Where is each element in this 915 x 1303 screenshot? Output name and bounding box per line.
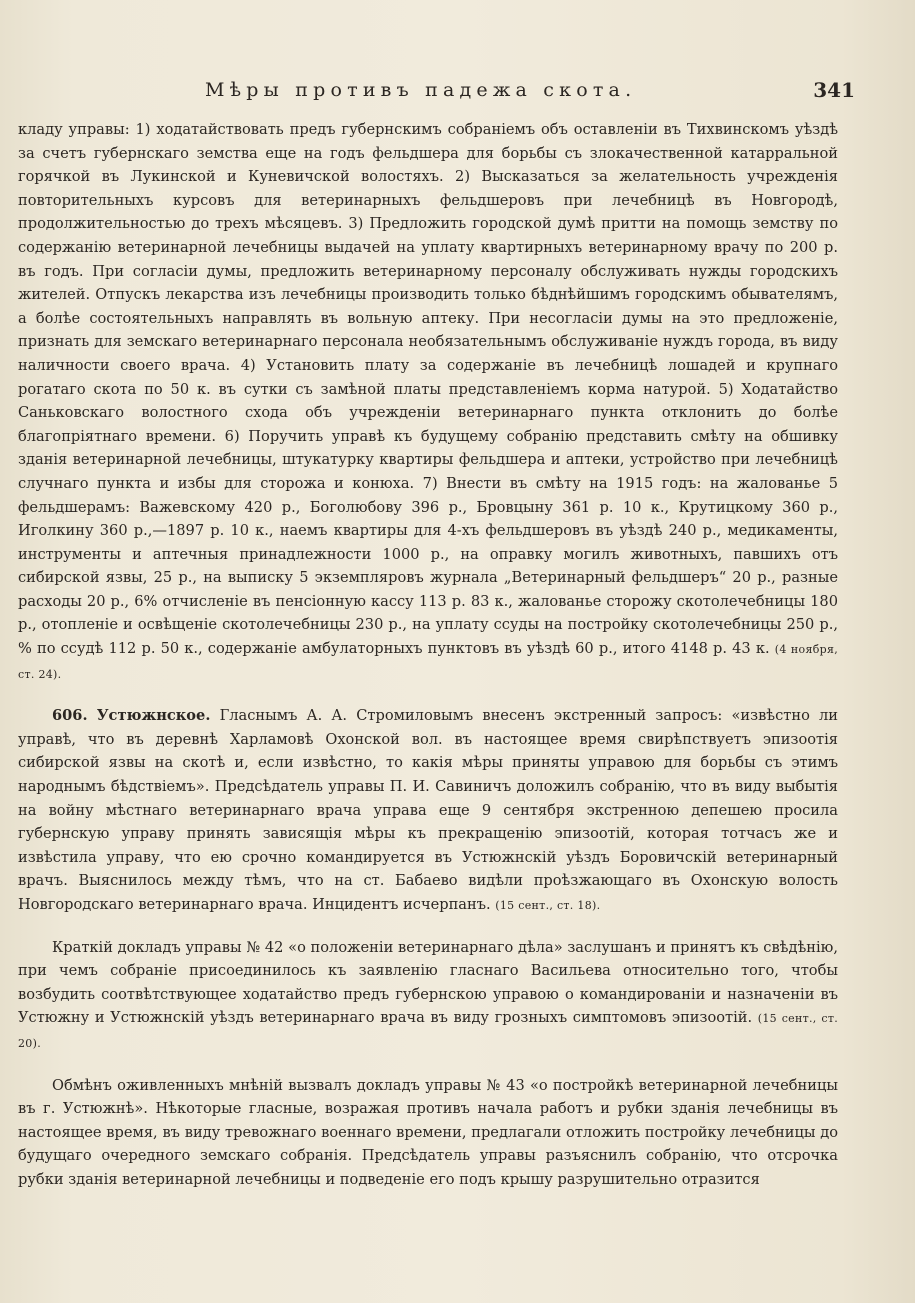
journal-reference: (15 сент., ст. 20). — [18, 1012, 838, 1050]
paragraph-report-42 — [18, 936, 838, 1056]
paragraph-continued-report — [18, 118, 838, 686]
paragraph-text: Обмѣнъ оживленныхъ мнѣній вызвалъ докладъ управы № 43 «о постройкѣ ветеринарной лечебницы въ г. Устюжнѣ». Нѣкоторые гласные, возражая противъ начала работъ и рубки зданія лечебницы въ настоящее время, въ виду тревожнаго военнаго времени, предлагали отложить постройку лечебницы до будущаго очередного земскаго собранія. Предсѣдатель управы разъяснилъ собранію, что отсрочка рубки зданія ветеринарной лечебницы и подведеніе его подъ крышу разрушительно отразится — [18, 1076, 838, 1188]
page-number: 341 — [813, 78, 855, 102]
entry-district: Устюжнское. — [96, 707, 211, 725]
paragraph-text: Краткій докладъ управы № 42 «о положеніи ветеринарнаго дѣла» заслушанъ и принятъ къ свѣдѣнію, при чемъ собраніе присоединилось къ заявленію гласнаго Васильева относительно того, чтобы возбудить соотвѣтствующее ходатайство предъ губернскою управою о командированіи и назначеніи въ Устюжну и Устюжнскій уѣздъ ветеринарнаго врача въ виду грозныхъ симптомовъ эпизоотій. — [18, 938, 838, 1027]
paragraph-report-43 — [18, 1074, 838, 1192]
journal-reference: (4 ноября, ст. 24). — [18, 643, 839, 681]
page-body — [18, 118, 838, 1192]
entry-number: 606. — [52, 707, 88, 725]
running-head — [0, 72, 915, 108]
paragraph-text: кладу управы: 1) ходатайствовать предъ губернскимъ собраніемъ объ оставленіи въ Тихвинскомъ уѣздѣ за счетъ губернскаго земства еще на годъ фельдшера для борьбы съ злокачественной катарральной горячкой въ Лукинской и Куневичской волостяхъ. 2) Высказаться за желательность учрежденія повторительныхъ курсовъ для ветеринарныхъ фельдшеровъ при лечебницѣ въ Новгородѣ, продолжительностью до трехъ мѣсяцевъ. 3) Предложить городской думѣ притти на помощь земству по содержанію ветеринарной лечебницы выдачей на уплату квартирныхъ ветеринарному врачу по 200 р. въ годъ. При согласіи думы, предложить ветеринарному персоналу обслуживать нужды городскихъ жителей. Отпускъ лекарства изъ лечебницы производить только бѣднѣйшимъ городскимъ обывателямъ, а болѣе состоятельныхъ направлять въ вольную аптеку. При несогласіи думы на это предложеніе, признать для земскаго ветеринарнаго персонала необязательнымъ обслуживаніе нуждъ города, въ виду наличности своего врача. 4) Установить плату за содержаніе въ лечебницѣ лошадей и крупнаго рогатаго скота по 50 к. въ сутки съ замѣной платы представленіемъ корма натурой. 5) Ходатайство Саньковскаго волостного схода объ учрежденіи ветеринарнаго пункта отклонить до болѣе благопріятнаго времени. 6) Поручить управѣ къ будущему собранію представить смѣту на обшивку зданія ветеринарной лечебницы, штукатурку квартиры фельдшера и аптеки, устройство при лечебницѣ случнаго пункта и избы для сторожа и конюха. 7) Внести въ смѣту на 1915 годъ: на жалованье 5 фельдшерамъ: Важевскому 420 р., Боголюбову 396 р., Бровцыну 361 р. 10 к., Крутицкому 360 р., Иголкину 360 р.,—1897 р. 10 к., наемъ квартиры для 4-хъ фельдшеровъ въ уѣздѣ 240 р., медикаменты, инструменты и аптечныя принадлежности 1000 р., на оправку могилъ животныхъ, павшихъ отъ сибирской язвы, 25 р., на выписку 5 экземпляровъ журнала „Ветеринарный фельдшеръ“ 20 р., разные расходы 20 р., 6% отчисленіе въ пенсіонную кассу 113 р. 83 к., жалованье сторожу скотолечебницы 180 р., отопленіе и освѣщеніе скотолечебницы 230 р., на уплату ссуды на постройку скотолечебницы 250 р., % по ссудѣ 112 р. 50 к., содержаніе амбулаторныхъ пунктовъ въ уѣздѣ 60 р., итого 4148 р. 43 к. — [18, 121, 838, 658]
paragraph-text: Гласнымъ А. А. Стромиловымъ внесенъ экстренный запросъ: «извѣстно ли управѣ, что въ деревнѣ Харламовѣ Охонской вол. въ настоящее время свирѣпствуетъ эпизоотія сибирской язвы на скотѣ и, если извѣстно, то какія мѣры приняты управою для борьбы съ этимъ народнымъ бѣдствіемъ». Предсѣдатель управы П. И. Савиничъ доложилъ собранію, что въ виду выбытія на войну мѣстнаго ветеринарнаго врача управа еще 9 сентября экстренною депешею просила губернскую управу принять зависящія мѣры къ прекращенію эпизоотій, которая тотчасъ же и извѣстила управу, что ею срочно командируется въ Устюжнскій уѣздъ Боровичскій ветеринарный врачъ. Выяснилось между тѣмъ, что на ст. Бабаево видѣли проѣзжающаго въ Охонскую волость Новгородскаго ветеринарнаго врача. Инцидентъ исчерпанъ. — [18, 707, 839, 913]
paragraph-606-ustyuzhna — [18, 704, 838, 917]
running-title: Мѣры противъ падежа скота. — [205, 79, 637, 101]
journal-reference: (15 сент., ст. 18). — [495, 899, 601, 912]
